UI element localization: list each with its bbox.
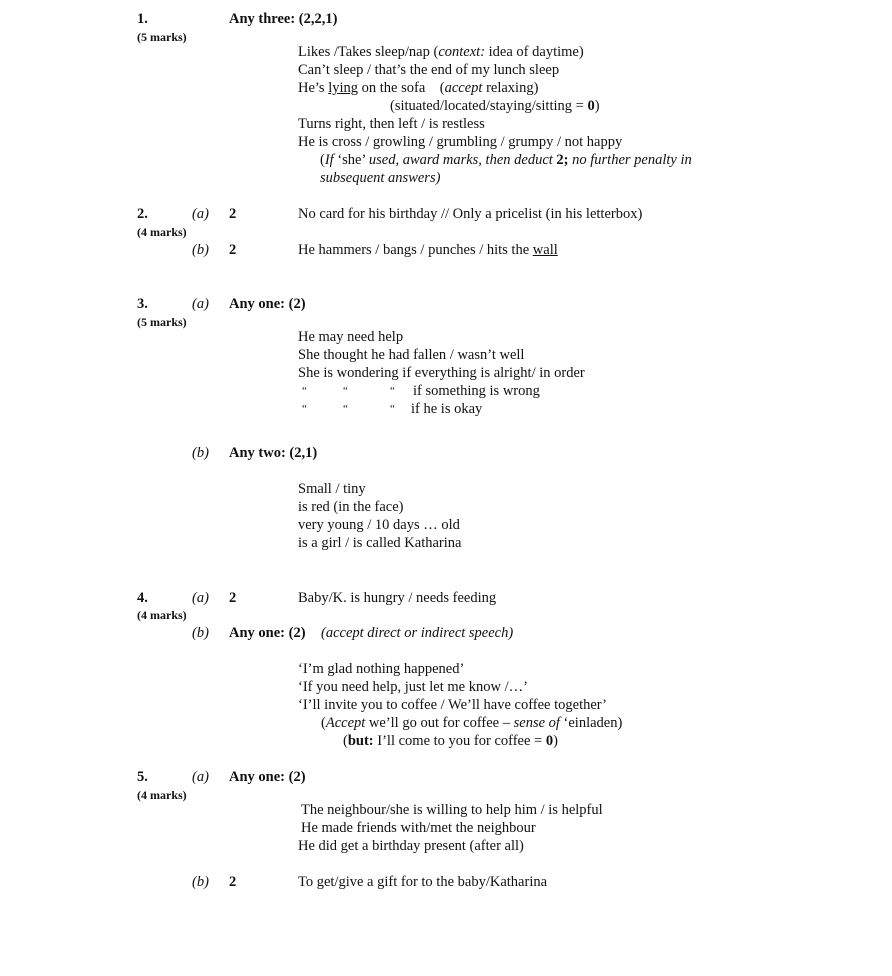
q2-number: 2. — [137, 206, 148, 222]
ditto-mark: “ — [390, 403, 395, 415]
q4b-label: (b) — [192, 625, 209, 641]
q3-marks: (5 marks) — [137, 315, 187, 329]
q5a-answer-2: He made friends with/met the neighbour — [301, 820, 536, 836]
q2b-mark: 2 — [229, 242, 237, 258]
q1-answer-3-note: (situated/located/staying/sitting = 0) — [390, 98, 600, 114]
q4b-answer-1: ‘I’m glad nothing happened’ — [298, 661, 465, 677]
q2b-answer: He hammers / bangs / punches / hits the wall — [298, 242, 558, 258]
q2a-label: (a) — [192, 206, 209, 222]
q3a-answer-5: if he is okay — [411, 401, 483, 417]
q4b-note: (accept direct or indirect speech) — [321, 625, 514, 641]
q3b-answer-1: Small / tiny — [298, 481, 366, 497]
q4b-answer-3: ‘I’ll invite you to coffee / We’ll have coffee together’ — [298, 697, 607, 713]
q2-marks: (4 marks) — [137, 225, 187, 239]
q3b-label: (b) — [192, 445, 209, 461]
q3a-answer-2: She thought he had fallen / wasn’t well — [298, 347, 525, 363]
q5-number: 5. — [137, 769, 148, 785]
q4b-answer-2: ‘If you need help, just let me know /…’ — [298, 679, 528, 695]
q5b-label: (b) — [192, 874, 209, 890]
q4a-mark: 2 — [229, 590, 237, 606]
q5a-answer-3: He did get a birthday present (after all) — [298, 838, 524, 854]
q2b-label: (b) — [192, 242, 209, 258]
q1-answer-5: He is cross / growling / grumbling / grumpy / not happy — [298, 134, 623, 150]
q1-number: 1. — [137, 11, 148, 27]
ditto-mark: “ — [390, 385, 395, 397]
q4-marks: (4 marks) — [137, 608, 187, 622]
q4b-but-note: (but: I’ll come to you for coffee = 0) — [343, 733, 558, 749]
q4b-accept-note: (Accept we’ll go out for coffee – sense of ‘einladen) — [321, 715, 623, 731]
q3a-answer-1: He may need help — [298, 329, 404, 345]
q3-number: 3. — [137, 296, 148, 312]
q4a-answer: Baby/K. is hungry / needs feeding — [298, 590, 497, 606]
q1-marks: (5 marks) — [137, 30, 187, 44]
q2a-answer: No card for his birthday // Only a pricelist (in his letterbox) — [298, 206, 643, 222]
q1-note-line-1: (If ‘she’ used, award marks, then deduct 2; no further penalty in — [320, 152, 692, 168]
q1-answer-1: Likes /Takes sleep/nap (context: idea of daytime) — [298, 44, 584, 60]
q3b-answer-2: is red (in the face) — [298, 499, 404, 515]
q5a-answer-1: The neighbour/she is willing to help him / is helpful — [301, 802, 603, 818]
q5a-heading: Any one: (2) — [229, 769, 306, 785]
q3a-answer-4: if something is wrong — [413, 383, 540, 399]
q1-answer-2: Can’t sleep / that’s the end of my lunch sleep — [298, 62, 560, 78]
ditto-mark: “ — [343, 403, 348, 415]
q5a-label: (a) — [192, 769, 209, 785]
q3a-label: (a) — [192, 296, 209, 312]
q2a-mark: 2 — [229, 206, 237, 222]
q1-answer-4: Turns right, then left / is restless — [298, 116, 485, 132]
ditto-mark: “ — [302, 385, 307, 397]
q1-heading: Any three: (2,2,1) — [229, 11, 338, 27]
q5b-answer: To get/give a gift for to the baby/Katharina — [298, 874, 548, 890]
q3a-heading: Any one: (2) — [229, 296, 306, 312]
q5b-mark: 2 — [229, 874, 237, 890]
q1-answer-3: He’s lying on the sofa (accept relaxing) — [298, 80, 539, 96]
q4a-label: (a) — [192, 590, 209, 606]
q3a-answer-3: She is wondering if everything is alright/ in order — [298, 365, 585, 381]
q3b-answer-3: very young / 10 days … old — [298, 517, 460, 533]
q5-marks: (4 marks) — [137, 788, 187, 802]
ditto-mark: “ — [343, 385, 348, 397]
ditto-mark: “ — [302, 403, 307, 415]
q4-number: 4. — [137, 590, 148, 606]
q3b-answer-4: is a girl / is called Katharina — [298, 535, 462, 551]
q1-note-line-2: subsequent answers) — [320, 170, 441, 186]
q4b-heading: Any one: (2) — [229, 625, 306, 641]
q3b-heading: Any two: (2,1) — [229, 445, 318, 461]
